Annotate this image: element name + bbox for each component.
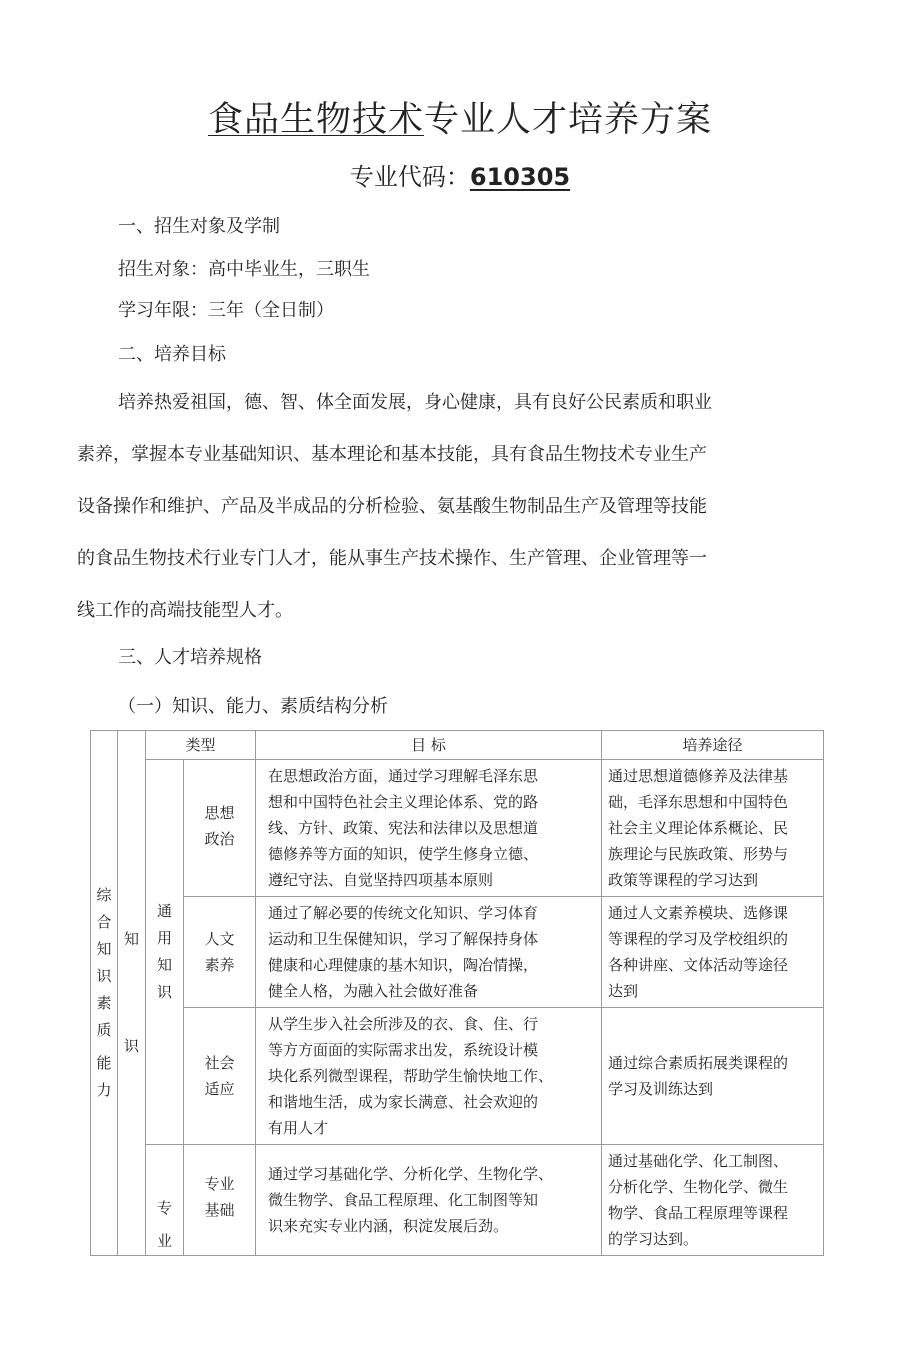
goal-cell: 在思想政治方面，通过学习理解毛泽东思 想和中国特色社会主义理论体系、党的路 线、方针、政策、宪法和法律以及思想道 德修养等方面的知识，使学生修身立德、 遵纪守法、自觉坚持四项基本原则 bbox=[256, 760, 602, 897]
header-type: 类型 bbox=[146, 731, 256, 760]
general-knowledge-cell: 通 用 知 识 bbox=[146, 760, 184, 1145]
category-cell-comprehensive: 综 合 知 识 素 质 能 力 bbox=[91, 731, 118, 1256]
goal-line: 培养热爱祖国，德、智、体全面发展，身心健康，具有良好公民素质和职业 bbox=[118, 392, 712, 413]
section-3-subheading: （一）知识、能力、素质结构分析 bbox=[118, 696, 388, 717]
goal-cell: 通过学习基础化学、分析化学、生物化学、 微生物学、食品工程原理、化工制图等知 识来充实专业内涵，积淀发展后劲。 bbox=[256, 1145, 602, 1256]
type-cell: 社会 适应 bbox=[184, 1008, 256, 1145]
type-cell: 专业 基础 bbox=[184, 1145, 256, 1256]
title-suffix: 专业人才培养方案 bbox=[424, 100, 713, 140]
type-cell: 思想 政治 bbox=[184, 760, 256, 897]
table-row bbox=[91, 897, 824, 1008]
major-code bbox=[0, 157, 920, 192]
path-cell: 通过基础化学、化工制图、 分析化学、生物化学、微生 物学、食品工程原理等课程 的学习达到。 bbox=[602, 1145, 824, 1256]
goal-line: 的食品生物技术行业专门人才，能从事生产技术操作、生产管理、企业管理等一 bbox=[77, 548, 707, 569]
path-cell: 通过思想道德修养及法律基 础，毛泽东思想和中国特色 社会主义理论体系概论、民 族理论与民族政策、形势与 政策等课程的学习达到 bbox=[602, 760, 824, 897]
section-2-heading: 二、培养目标 bbox=[118, 344, 226, 365]
study-duration: 学习年限：三年（全日制） bbox=[118, 300, 334, 321]
major-code-label: 专业代码： bbox=[349, 163, 470, 191]
type-cell: 人文 素养 bbox=[184, 897, 256, 1008]
section-3-heading: 三、人才培养规格 bbox=[118, 647, 262, 668]
major-code-value: 610305 bbox=[469, 163, 571, 191]
title-major-name: 食品生物技术 bbox=[207, 100, 424, 140]
path-cell: 通过综合素质拓展类课程的 学习及训练达到 bbox=[602, 1008, 824, 1145]
page-title bbox=[0, 92, 920, 142]
goal-line: 设备操作和维护、产品及半成品的分析检验、氨基酸生物制品生产及管理等技能 bbox=[77, 496, 707, 517]
section-1-heading: 一、招生对象及学制 bbox=[118, 216, 280, 237]
table-row bbox=[91, 760, 824, 897]
path-cell: 通过人文素养模块、选修课 等课程的学习及学校组织的 各种讲座、文体活动等途径 达到 bbox=[602, 897, 824, 1008]
goal-cell: 从学生步入社会所涉及的衣、食、住、行 等方方面面的实际需求出发，系统设计模 块化系列微型课程，帮助学生愉快地工作、 和谐地生活，成为家长满意、社会欢迎的 有用人才 bbox=[256, 1008, 602, 1145]
table-row bbox=[91, 1145, 824, 1256]
major-knowledge-cell: 专 业 bbox=[146, 1145, 184, 1256]
goal-line: 素养，掌握本专业基础知识、基本理论和基本技能，具有食品生物技术专业生产 bbox=[77, 444, 707, 465]
category-cell-knowledge: 知 识 bbox=[118, 731, 146, 1256]
table-header-row bbox=[91, 731, 824, 760]
goal-cell: 通过了解必要的传统文化知识、学习体育 运动和卫生保健知识，学习了解保持身体 健康和心理健康的基木知识，陶冶情操， 健全人格，为融入社会做好准备 bbox=[256, 897, 602, 1008]
header-goal: 目 标 bbox=[256, 731, 602, 760]
goal-line: 线工作的高端技能型人才。 bbox=[77, 600, 293, 621]
structure-analysis-table bbox=[90, 730, 824, 1256]
header-path: 培养途径 bbox=[602, 731, 824, 760]
enrollment-target: 招生对象：高中毕业生，三职生 bbox=[118, 259, 370, 280]
table-row bbox=[91, 1008, 824, 1145]
